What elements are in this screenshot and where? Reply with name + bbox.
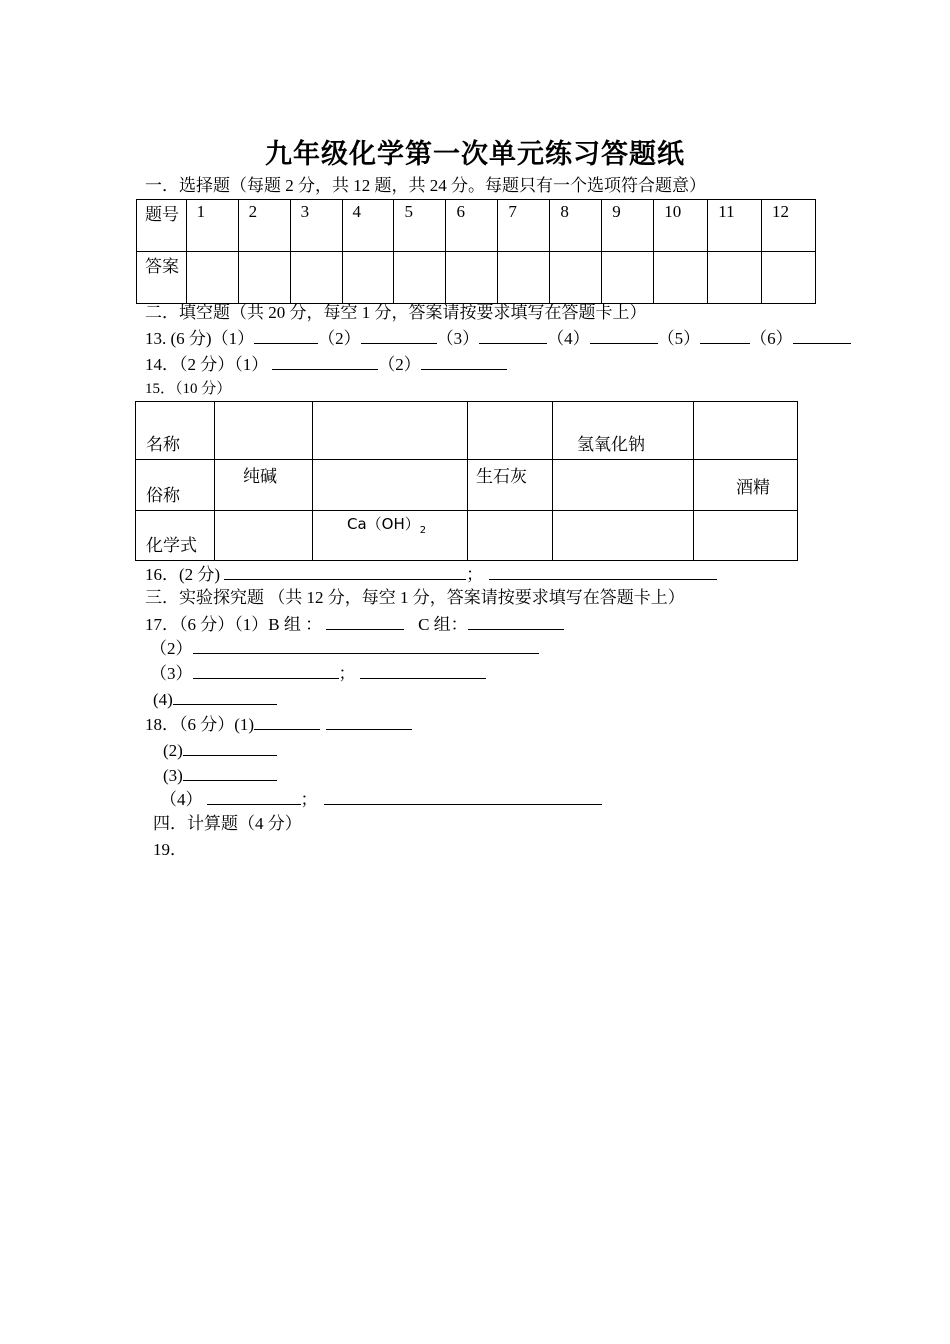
answer-cell[interactable] [313, 402, 468, 460]
question-number: 10 [654, 200, 708, 252]
q17-blank-3a[interactable] [193, 662, 339, 679]
answer-cell[interactable] [186, 252, 238, 304]
q13-part5-label: （5） [657, 329, 701, 348]
question-number: 5 [394, 200, 446, 252]
answer-cell[interactable] [468, 402, 553, 460]
q17-part2-label: （2） [150, 639, 193, 658]
choice-answer-table [136, 199, 816, 304]
q18-blank-1b[interactable] [326, 713, 412, 730]
q17-part3 [150, 662, 486, 685]
answer-cell[interactable] [602, 252, 654, 304]
table-row [136, 460, 798, 511]
caoh-subscript: 2 [419, 525, 427, 536]
q17-label: 17．（6 分）（1）B 组 ： [145, 615, 323, 634]
q13-blank-3[interactable] [479, 327, 547, 344]
q13-part6-label: （6） [750, 329, 793, 348]
table-row [137, 252, 816, 304]
q17-blank-3b[interactable] [360, 662, 486, 679]
q17-part4-label: (4) [153, 690, 173, 709]
cell-quicklime: 生石灰 [468, 460, 553, 511]
table-row [136, 511, 798, 561]
row-head-number: 题号 [137, 200, 187, 252]
q13-blank-4[interactable] [590, 327, 658, 344]
question-number: 11 [708, 200, 762, 252]
q18-part4 [160, 788, 602, 811]
q14-label: 14．（2 分） [145, 355, 235, 374]
q13-part3-label: （3） [436, 329, 480, 348]
cell-sodium-hydroxide: 氢氧化钠 [553, 402, 694, 460]
q18-blank-1a[interactable] [254, 713, 320, 730]
q18-blank-2[interactable] [183, 739, 277, 756]
q17-part3-label: （3） [150, 664, 193, 683]
q18-part2 [163, 739, 277, 762]
q13-label: 13. (6 分) [145, 329, 212, 348]
answer-cell[interactable] [708, 252, 762, 304]
q16-blank-1[interactable] [224, 563, 466, 580]
q13-part1-label: （1） [211, 329, 255, 348]
cell-calcium-hydroxide [313, 511, 468, 561]
q17-part4 [153, 688, 277, 711]
question-number: 6 [446, 200, 498, 252]
table-row [137, 200, 816, 252]
question-14 [145, 353, 507, 376]
row-head-answer: 答案 [137, 252, 187, 304]
answer-cell[interactable] [446, 252, 498, 304]
q18-part4-label: （4） [160, 790, 203, 809]
row-head-common: 俗称 [136, 460, 215, 511]
caoh-text: Ca（OH） [347, 515, 420, 533]
answer-cell[interactable] [694, 402, 798, 460]
q14-blank-2[interactable] [421, 353, 507, 370]
answer-cell[interactable] [498, 252, 550, 304]
q17-separator: ； [338, 664, 356, 683]
row-head-name: 名称 [136, 402, 215, 460]
section2-heading: 二．填空题（共 20 分，每空 1 分，答案请按要求填写在答题卡上） [145, 303, 647, 322]
q18-blank-4a[interactable] [207, 788, 301, 805]
page-title: 九年级化学第一次单元练习答题纸 [265, 139, 685, 170]
q18-label: 18．（6 分）(1) [145, 715, 255, 734]
question-number: 3 [290, 200, 342, 252]
section1-heading: 一．选择题（每题 2 分，共 12 题，共 24 分。每题只有一个选项符合题意） [145, 176, 706, 195]
q13-blank-5[interactable] [700, 327, 750, 344]
q18-blank-3[interactable] [183, 764, 277, 781]
cell-soda: 纯碱 [215, 460, 313, 511]
q18-blank-4b[interactable] [324, 788, 602, 805]
question-number: 8 [550, 200, 602, 252]
answer-cell[interactable] [468, 511, 553, 561]
question-19-label: 19． [153, 840, 187, 859]
q18-part2-label: (2) [163, 741, 183, 760]
question-number: 1 [186, 200, 238, 252]
answer-cell[interactable] [553, 511, 694, 561]
q18-part3 [163, 764, 277, 787]
q18-part3-label: (3) [163, 766, 183, 785]
q17-c-group-label: C 组： [418, 615, 468, 634]
section3-heading: 三．实验探究题 （共 12 分，每空 1 分，答案请按要求填写在答题卡上） [145, 588, 685, 607]
q13-part4-label: （4） [547, 329, 590, 348]
answer-cell[interactable] [553, 460, 694, 511]
question-17 [145, 613, 564, 636]
question-18 [145, 713, 412, 736]
section4-heading: 四．计算题（4 分） [153, 814, 302, 833]
q16-blank-2[interactable] [489, 563, 717, 580]
substance-table [135, 401, 798, 561]
question-number: 7 [498, 200, 550, 252]
answer-cell[interactable] [342, 252, 394, 304]
answer-cell[interactable] [238, 252, 290, 304]
answer-cell[interactable] [654, 252, 708, 304]
q17-blank-b[interactable] [326, 613, 404, 630]
question-number: 4 [342, 200, 394, 252]
q18-separator: ； [300, 790, 318, 809]
answer-cell[interactable] [762, 252, 816, 304]
answer-cell[interactable] [215, 511, 313, 561]
q17-part2 [150, 637, 539, 660]
q17-blank-2[interactable] [193, 637, 539, 654]
row-head-formula: 化学式 [136, 511, 215, 561]
answer-cell[interactable] [290, 252, 342, 304]
q13-part2-label: （2） [318, 329, 361, 348]
answer-cell[interactable] [313, 460, 468, 511]
cell-alcohol: 酒精 [694, 460, 798, 511]
answer-cell[interactable] [550, 252, 602, 304]
table-row [136, 402, 798, 460]
answer-cell[interactable] [394, 252, 446, 304]
q16-label: 16．(2 分) [145, 565, 221, 584]
question-number: 9 [602, 200, 654, 252]
q14-part1-label: （1） [234, 355, 269, 374]
question-number: 2 [238, 200, 290, 252]
q13-blank-2[interactable] [361, 327, 437, 344]
q14-blank-1[interactable] [272, 353, 378, 370]
q13-blank-1[interactable] [254, 327, 318, 344]
answer-cell[interactable] [694, 511, 798, 561]
q14-part2-label: （2） [378, 355, 421, 374]
question-16 [145, 563, 717, 586]
q17-blank-c[interactable] [468, 613, 564, 630]
answer-cell[interactable] [215, 402, 313, 460]
question-number: 12 [762, 200, 816, 252]
q13-blank-6[interactable] [793, 327, 851, 344]
question-13 [145, 327, 851, 350]
q17-blank-4[interactable] [173, 688, 277, 705]
q16-separator: ； [466, 565, 484, 584]
question-15-label: 15．（10 分） [145, 381, 232, 397]
